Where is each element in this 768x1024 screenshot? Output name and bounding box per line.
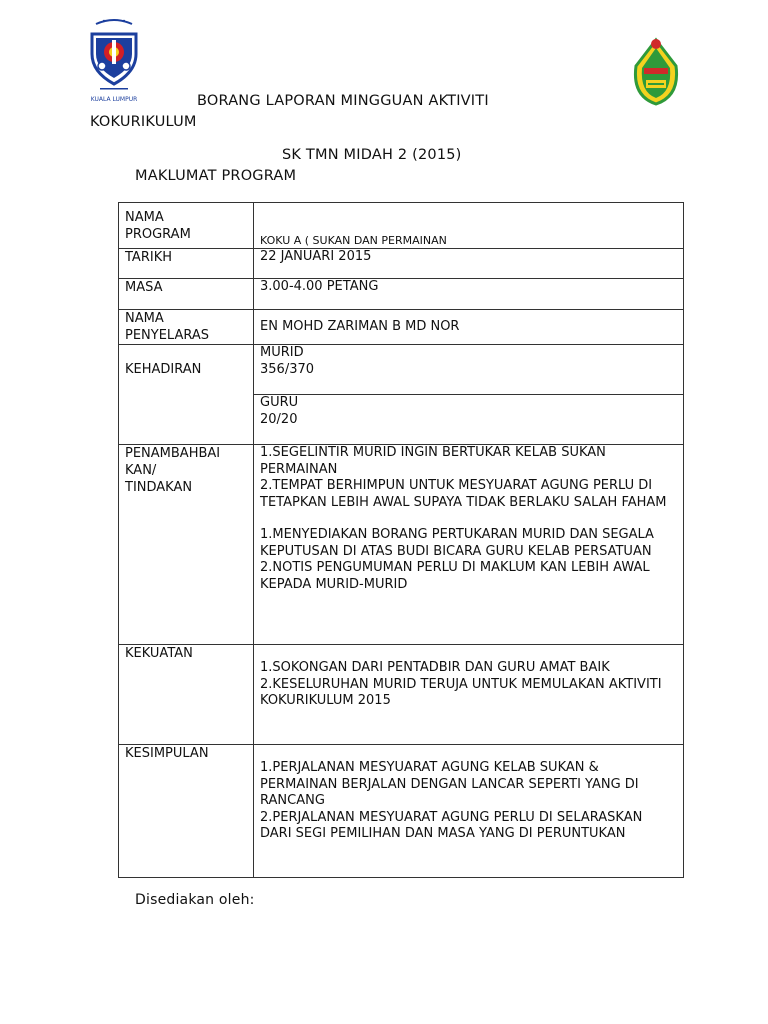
issue-1: 1.SEGELINTIR MURID INGIN BERTUKAR KELAB SUKAN PERMAINAN: [260, 445, 606, 477]
value-nama-program: KOKU A ( SUKAN DAN PERMAINAN: [260, 234, 447, 247]
right-crest-logo: [630, 36, 682, 108]
row-nama-program: [119, 203, 684, 249]
kekuatan-2: 2.KESELURUHAN MURID TERUJA UNTUK MEMULAKAN AKTIVITI KOKURIKULUM 2015: [260, 676, 662, 708]
label-kehadiran: KEHADIRAN: [125, 362, 202, 377]
row-tarikh: [119, 249, 684, 279]
action-2: 2.NOTIS PENGUMUMAN PERLU DI MAKLUM KAN LEBIH AWAL KEPADA MURID-MURID: [260, 560, 650, 592]
row-kekuatan: [119, 645, 684, 745]
row-kehadiran-murid: [119, 345, 684, 395]
value-guru-count: 20/20: [260, 411, 298, 427]
label-penambahbaikan: PENAMBAHBAI KAN/ TINDAKAN: [125, 446, 221, 495]
section-heading: MAKLUMAT PROGRAM: [135, 168, 297, 184]
label-penyelaras: NAMA PENYELARAS: [125, 311, 210, 343]
left-crest-logo: [86, 14, 142, 106]
label-kesimpulan: KESIMPULAN: [125, 746, 209, 761]
value-murid-label: MURID: [260, 345, 304, 360]
kekuatan-1: 1.SOKONGAN DARI PENTADBIR DAN GURU AMAT BAIK: [260, 660, 610, 675]
value-guru-label: GURU: [260, 395, 299, 410]
label-kekuatan: KEKUATAN: [125, 646, 193, 661]
kesimpulan-2: 2.PERJALANAN MESYUARAT AGUNG PERLU DI SELARASKAN DARI SEGI PEMILIHAN DAN MASA YANG DI PERUNTUKAN: [260, 809, 643, 841]
program-info-table: [118, 202, 684, 878]
left-logo-caption: KUALA LUMPUR: [90, 96, 138, 103]
label-masa: MASA: [125, 280, 163, 295]
value-murid-count: 356/370: [260, 361, 315, 377]
prepared-by-label: Disediakan oleh:: [135, 892, 255, 908]
label-tarikh: TARIKH: [125, 250, 172, 265]
school-name: SK TMN MIDAH 2 (2015): [282, 147, 462, 163]
kesimpulan-1: 1.PERJALANAN MESYUARAT AGUNG KELAB SUKAN & PERMAINAN BERJALAN DENGAN LANCAR SEPERTI YANG DI RANCANG: [260, 760, 639, 808]
row-masa: [119, 279, 684, 310]
report-title-line1: BORANG LAPORAN MINGGUAN AKTIVITI: [197, 93, 489, 109]
row-penambahbaikan: [119, 445, 684, 645]
row-penyelaras: [119, 310, 684, 345]
action-1: 1.MENYEDIAKAN BORANG PERTUKARAN MURID DAN SEGALA KEPUTUSAN DI ATAS BUDI BICARA GURU KELAB PERSATUAN: [260, 527, 654, 559]
report-title-line2: KOKURIKULUM: [90, 114, 197, 130]
issue-2: 2.TEMPAT BERHIMPUN UNTUK MESYUARAT AGUNG PERLU DI TETAPKAN LEBIH AWAL SUPAYA TIDAK BERLAKU SALAH FAHAM: [260, 478, 667, 510]
value-masa: 3.00-4.00 PETANG: [260, 279, 379, 294]
label-nama-program: NAMA PROGRAM: [125, 210, 191, 242]
value-penyelaras: EN MOHD ZARIMAN B MD NOR: [260, 318, 460, 334]
row-kesimpulan: [119, 745, 684, 878]
value-tarikh: 22 JANUARI 2015: [260, 249, 372, 264]
